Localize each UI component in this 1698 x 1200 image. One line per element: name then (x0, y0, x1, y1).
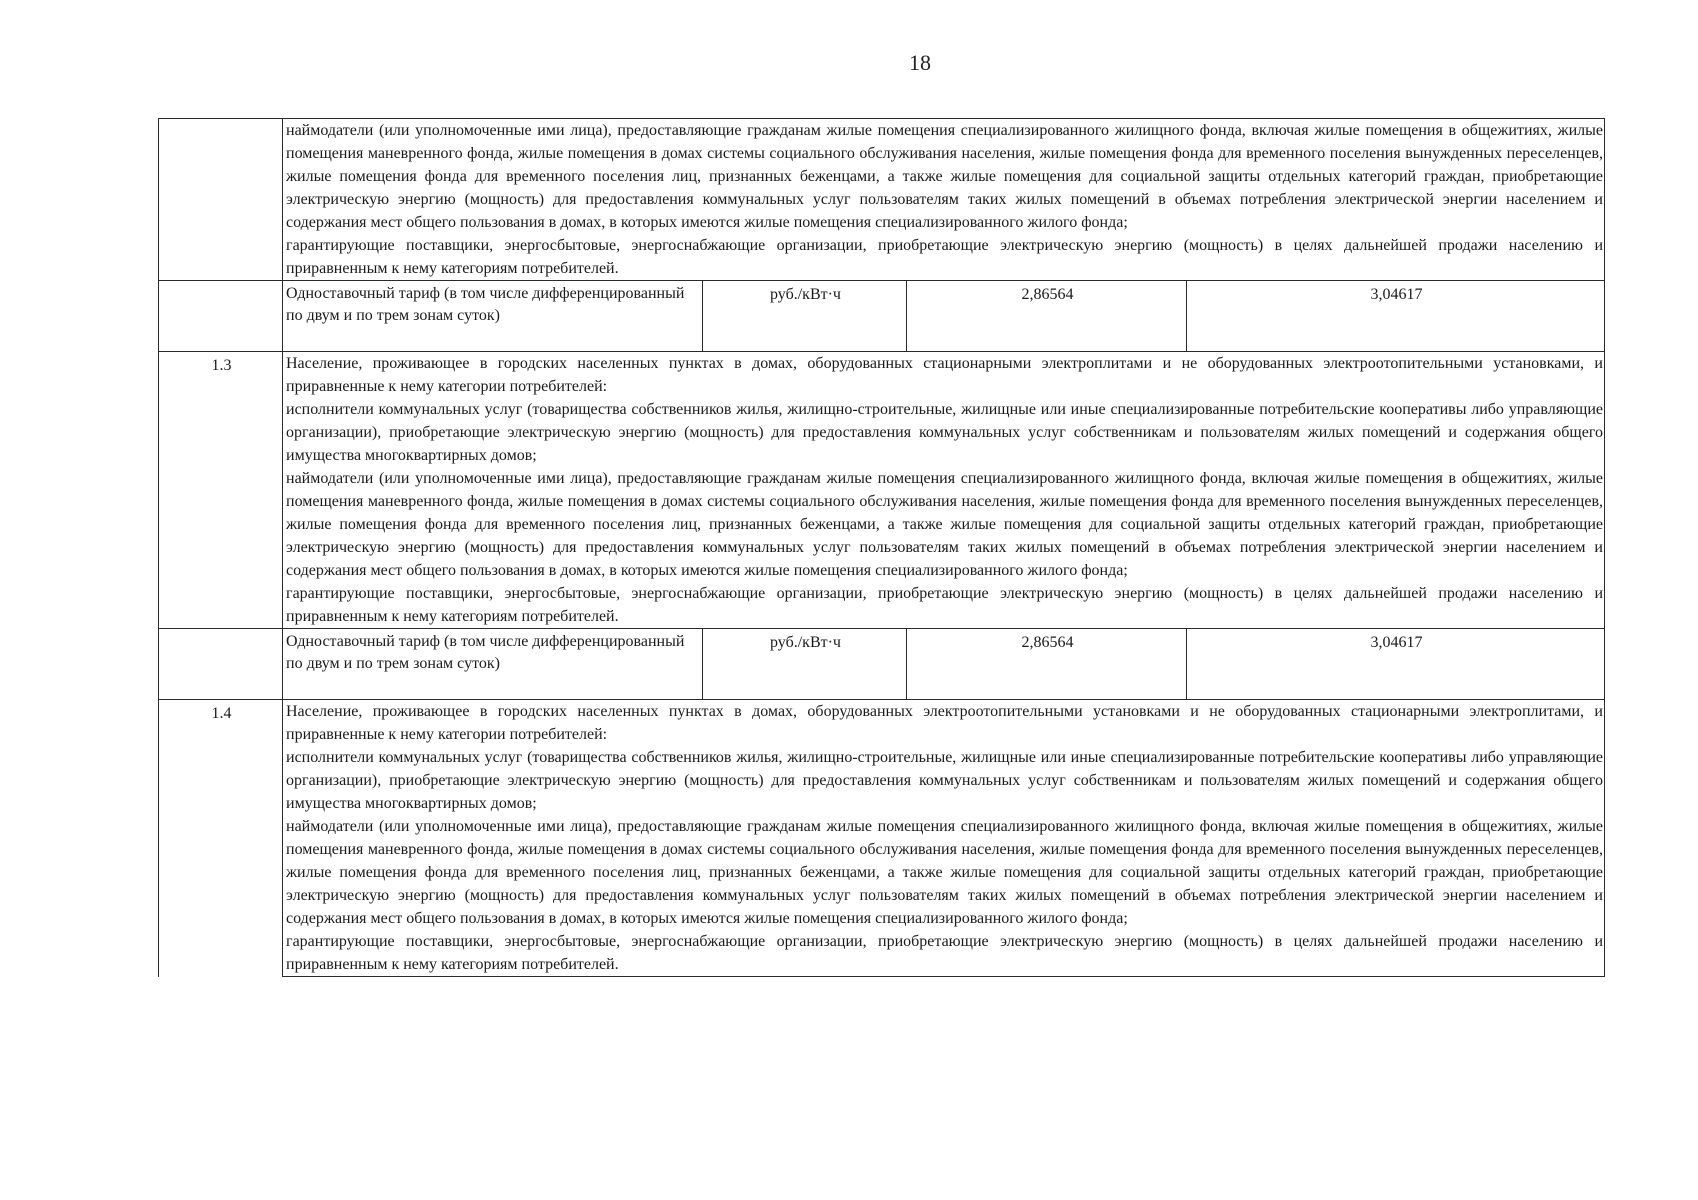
tariff-value-first-half: 2,86564 (907, 629, 1187, 700)
tariff-unit: руб./кВт·ч (703, 629, 907, 700)
category-description (283, 119, 1605, 281)
row-number (159, 119, 283, 281)
empty-cell (159, 281, 283, 352)
category-description (283, 700, 1605, 977)
empty-cell (159, 629, 283, 700)
tariff-label: Одноставочный тариф (в том числе дифференцированный по двум и по трем зонам суток) (283, 629, 703, 700)
tariff-table (158, 118, 1605, 977)
tariff-value-first-half: 2,86564 (907, 281, 1187, 352)
description-paragraph: гарантирующие поставщики, энергосбытовые, энергоснабжающие организации, приобретающие электрическую энергию (мощность) в целях дальнейшей продажи населению и приравненным к нему категориям потребителей. (286, 237, 1603, 277)
table-row (159, 119, 1605, 281)
description-paragraph: наймодатели (или уполномоченные ими лица), предоставляющие гражданам жилые помещения специализированного жилищного фонда, включая жилые помещения в общежитиях, жилые помещения маневренного фонда, жилые помещения в домах системы социального обслуживания населения, жилые помещения фонда для временного поселения вынужденных переселенцев, жилые помещения фонда для временного поселения лиц, признанных беженцами, а также жилые помещения для социальной защиты отдельных категорий граждан, приобретающие электрическую энергию (мощность) для предоставления коммунальных услуг пользователям таких жилых помещений в объемах потребления электрической энергии населением и содержания мест общего пользования в домах, в которых имеются жилые помещения специализированного жилого фонда; (286, 818, 1603, 927)
tariff-unit: руб./кВт·ч (703, 281, 907, 352)
row-number: 1.3 (159, 352, 283, 629)
table-row (159, 352, 1605, 629)
row-number: 1.4 (159, 700, 283, 977)
page-number: 18 (909, 50, 931, 75)
description-paragraph: Население, проживающее в городских населенных пунктах в домах, оборудованных электроотопительными установками и не оборудованных стационарными электроплитами, и приравненные к нему категории потребителей: (286, 703, 1603, 743)
tariff-label: Одноставочный тариф (в том числе дифференцированный по двум и по трем зонам суток) (283, 281, 703, 352)
tariff-value-second-half: 3,04617 (1187, 281, 1605, 352)
tariff-row (159, 281, 1605, 352)
tariff-value-second-half: 3,04617 (1187, 629, 1605, 700)
tariff-row (159, 629, 1605, 700)
description-paragraph: Население, проживающее в городских населенных пунктах в домах, оборудованных стационарными электроплитами и не оборудованных электроотопительными установками, и приравненные к нему категории потребителей: (286, 355, 1603, 395)
table-row (159, 700, 1605, 977)
category-description (283, 352, 1605, 629)
description-paragraph: гарантирующие поставщики, энергосбытовые, энергоснабжающие организации, приобретающие электрическую энергию (мощность) в целях дальнейшей продажи населению и приравненным к нему категориям потребителей. (286, 585, 1603, 625)
description-paragraph: наймодатели (или уполномоченные ими лица), предоставляющие гражданам жилые помещения специализированного жилищного фонда, включая жилые помещения в общежитиях, жилые помещения маневренного фонда, жилые помещения в домах системы социального обслуживания населения, жилые помещения фонда для временного поселения вынужденных переселенцев, жилые помещения фонда для временного поселения лиц, признанных беженцами, а также жилые помещения для социальной защиты отдельных категорий граждан, приобретающие электрическую энергию (мощность) для предоставления коммунальных услуг пользователям таких жилых помещений в объемах потребления электрической энергии населением и содержания мест общего пользования в домах, в которых имеются жилые помещения специализированного жилого фонда; (286, 470, 1603, 579)
description-paragraph: гарантирующие поставщики, энергосбытовые, энергоснабжающие организации, приобретающие электрическую энергию (мощность) в целях дальнейшей продажи населению и приравненным к нему категориям потребителей. (286, 933, 1603, 973)
description-paragraph: исполнители коммунальных услуг (товарищества собственников жилья, жилищно-строительные, жилищные или иные специализированные потребительские кооперативы либо управляющие организации), приобретающие электрическую энергию (мощность) для предоставления коммунальных услуг собственникам и пользователям жилых помещений и содержания общего имущества многоквартирных домов; (286, 401, 1603, 464)
description-paragraph: исполнители коммунальных услуг (товарищества собственников жилья, жилищно-строительные, жилищные или иные специализированные потребительские кооперативы либо управляющие организации), приобретающие электрическую энергию (мощность) для предоставления коммунальных услуг собственникам и пользователям жилых помещений и содержания общего имущества многоквартирных домов; (286, 749, 1603, 812)
description-paragraph: наймодатели (или уполномоченные ими лица), предоставляющие гражданам жилые помещения специализированного жилищного фонда, включая жилые помещения в общежитиях, жилые помещения маневренного фонда, жилые помещения в домах системы социального обслуживания населения, жилые помещения фонда для временного поселения вынужденных переселенцев, жилые помещения фонда для временного поселения лиц, признанных беженцами, а также жилые помещения для социальной защиты отдельных категорий граждан, приобретающие электрическую энергию (мощность) для предоставления коммунальных услуг пользователям таких жилых помещений в объемах потребления электрической энергии населением и содержания мест общего пользования в домах, в которых имеются жилые помещения специализированного жилого фонда; (286, 122, 1603, 231)
